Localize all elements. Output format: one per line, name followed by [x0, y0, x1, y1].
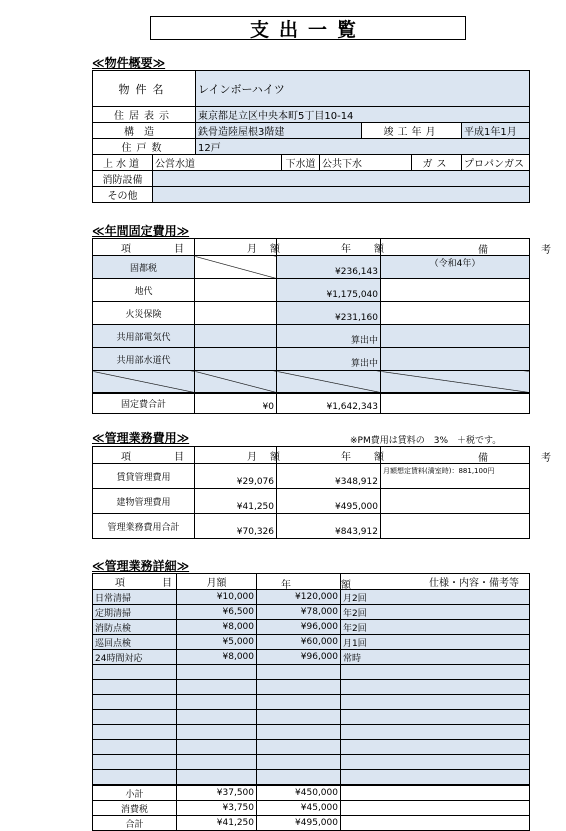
- detail-tax-monthly: ¥3,750: [177, 801, 257, 816]
- detail-row-annual: [257, 725, 341, 740]
- annual-header-yr: 年: [341, 243, 351, 255]
- detail-subtotal-annual: ¥450,000: [257, 785, 341, 801]
- detail-header-monthly: 月額: [177, 574, 257, 590]
- mgmt-header-gaku2: 額: [374, 451, 384, 463]
- detail-row-annual: ¥120,000: [257, 590, 341, 605]
- detail-row-monthly: ¥10,000: [177, 590, 257, 605]
- annual-row-annual: [277, 371, 381, 394]
- gas-value: プロパンガス: [462, 155, 530, 171]
- annual-header-month: 月: [247, 243, 257, 255]
- annual-row-note: [381, 371, 530, 394]
- property-name-value: レインボーハイツ: [196, 71, 530, 107]
- mgmt-header-gaku1: 額: [270, 451, 280, 463]
- mgmt-row-annual: ¥843,912: [277, 514, 381, 539]
- detail-subtotal-spec: [341, 785, 530, 801]
- detail-row-spec: [341, 665, 530, 680]
- mgmt-row-annual: ¥495,000: [277, 489, 381, 514]
- detail-row-monthly: [177, 755, 257, 770]
- detail-row-spec: 年2回: [341, 605, 530, 620]
- detail-row-monthly: [177, 740, 257, 755]
- detail-row-spec: 常時: [341, 650, 530, 665]
- mgmt-row-annual: ¥348,912: [277, 464, 381, 489]
- detail-total-annual: ¥495,000: [257, 816, 341, 831]
- detail-row-item: 定期清掃: [93, 605, 177, 620]
- detail-row-spec: [341, 755, 530, 770]
- annual-row-monthly: [195, 256, 277, 279]
- detail-row-monthly: ¥6,500: [177, 605, 257, 620]
- mgmt-header-item-b: 目: [174, 451, 184, 463]
- detail-subtotal-label: 小計: [93, 785, 177, 801]
- annual-header-item: [93, 239, 195, 256]
- completion-label: 竣工年月: [362, 123, 462, 139]
- detail-row-item: [93, 695, 177, 710]
- annual-row-annual: 算出中: [277, 325, 381, 348]
- page-title: 支出一覧: [150, 16, 466, 40]
- mgmt-row-item: 賃貸管理費用: [93, 464, 195, 489]
- annual-row-annual: ¥231,160: [277, 302, 381, 325]
- detail-row-annual: [257, 770, 341, 786]
- detail-row-spec: [341, 770, 530, 786]
- detail-row-spec: [341, 740, 530, 755]
- mgmt-row-monthly: ¥70,326: [195, 514, 277, 539]
- detail-row-annual: [257, 755, 341, 770]
- address-label: 住居表示: [93, 107, 196, 123]
- detail-header-yr: 年: [281, 580, 291, 591]
- mgmt-table: [92, 446, 551, 539]
- detail-section-title: ≪管理業務詳細≫: [92, 559, 190, 573]
- annual-section-title: ≪年間固定費用≫: [92, 224, 190, 238]
- annual-row-item: 固都税: [93, 256, 195, 279]
- annual-header-year: [277, 239, 384, 256]
- annual-row-note: [381, 279, 530, 302]
- detail-header-year: [257, 574, 351, 591]
- annual-header-item-b: 目: [174, 243, 184, 255]
- mgmt-row-note: [381, 489, 530, 514]
- mgmt-header-item-a: 項: [121, 451, 131, 463]
- detail-table: [92, 573, 530, 831]
- annual-header-note: [381, 239, 551, 256]
- detail-row-annual: ¥96,000: [257, 620, 341, 635]
- annual-total-note: [381, 393, 530, 414]
- annual-table: [92, 238, 551, 414]
- mgmt-header-ko: 考: [541, 453, 551, 464]
- detail-row-annual: [257, 740, 341, 755]
- detail-row-spec: 年2回: [341, 620, 530, 635]
- annual-header-ko: 考: [541, 245, 551, 256]
- detail-row-spec: [341, 695, 530, 710]
- annual-row-monthly: [195, 302, 277, 325]
- completion-value: 平成1年1月: [462, 123, 530, 139]
- mgmt-header-yr: 年: [341, 451, 351, 463]
- mgmt-row-monthly: ¥41,250: [195, 489, 277, 514]
- detail-subtotal-monthly: ¥37,500: [177, 785, 257, 801]
- detail-header-item: [93, 574, 177, 590]
- detail-header-spec: 仕様・内容・備考等: [341, 574, 530, 590]
- annual-row-item: 共用部電気代: [93, 325, 195, 348]
- mgmt-row-note: [381, 514, 530, 539]
- annual-row-note: [381, 348, 530, 371]
- annual-row-note: [381, 325, 530, 348]
- fire-value: [153, 171, 530, 187]
- mgmt-row-note: 月額想定賃料(満室時)：881,100円: [381, 464, 530, 489]
- detail-row-annual: [257, 710, 341, 725]
- detail-row-annual: [257, 695, 341, 710]
- annual-header-monthly: [195, 239, 280, 256]
- annual-row-annual: ¥1,175,040: [277, 279, 381, 302]
- detail-total-monthly: ¥41,250: [177, 816, 257, 831]
- mgmt-row-item: 建物管理費用: [93, 489, 195, 514]
- detail-row-monthly: [177, 695, 257, 710]
- detail-row-item: [93, 755, 177, 770]
- detail-row-item: [93, 740, 177, 755]
- units-label: 住戸数: [93, 139, 196, 155]
- detail-row-annual: ¥78,000: [257, 605, 341, 620]
- annual-total-monthly: ¥0: [195, 393, 277, 414]
- detail-tax-spec: [341, 801, 530, 816]
- annual-header-gaku1: 額: [270, 243, 280, 255]
- annual-row-monthly: [195, 279, 277, 302]
- annual-total-label: 固定費合計: [93, 393, 195, 414]
- detail-row-monthly: [177, 680, 257, 695]
- annual-total-annual: ¥1,642,343: [277, 393, 381, 414]
- fire-label: 消防設備: [93, 171, 153, 187]
- annual-row-note: （令和4年）: [381, 256, 530, 279]
- detail-row-item: [93, 710, 177, 725]
- structure-label: 構造: [93, 123, 196, 139]
- mgmt-header-year: [277, 447, 384, 464]
- water-value: 公営水道: [153, 155, 282, 171]
- annual-row-item: 火災保険: [93, 302, 195, 325]
- detail-row-spec: [341, 710, 530, 725]
- mgmt-pm-note: ※PM費用は賃料の 3% ＋税です。: [350, 436, 502, 446]
- detail-tax-annual: ¥45,000: [257, 801, 341, 816]
- detail-row-monthly: ¥5,000: [177, 635, 257, 650]
- annual-row-item: [93, 371, 195, 394]
- mgmt-header-item: [93, 447, 195, 464]
- detail-row-spec: [341, 725, 530, 740]
- detail-row-monthly: [177, 710, 257, 725]
- annual-row-monthly: [195, 348, 277, 371]
- mgmt-header-monthly: [195, 447, 280, 464]
- detail-row-item: 日常清掃: [93, 590, 177, 605]
- units-value: 12戸: [196, 139, 530, 155]
- detail-row-item: [93, 665, 177, 680]
- detail-row-item: 消防点検: [93, 620, 177, 635]
- annual-row-item: 地代: [93, 279, 195, 302]
- mgmt-row-monthly: ¥29,076: [195, 464, 277, 489]
- detail-row-spec: 月2回: [341, 590, 530, 605]
- sewer-value: 公共下水: [320, 155, 412, 171]
- detail-row-spec: [341, 680, 530, 695]
- detail-total-label: 合計: [93, 816, 177, 831]
- address-value: 東京都足立区中央本町5丁目10-14: [196, 107, 530, 123]
- annual-row-monthly: [195, 371, 277, 394]
- annual-header-item-a: 項: [121, 243, 131, 255]
- detail-total-spec: [341, 816, 530, 831]
- detail-header-item-b: 目: [162, 578, 172, 589]
- detail-row-annual: [257, 680, 341, 695]
- annual-row-monthly: [195, 325, 277, 348]
- property-name-label: 物件名: [93, 71, 196, 107]
- detail-row-spec: 月1回: [341, 635, 530, 650]
- detail-row-item: [93, 725, 177, 740]
- detail-tax-label: 消費税: [93, 801, 177, 816]
- annual-row-annual: ¥236,143: [277, 256, 381, 279]
- annual-row-annual: 算出中: [277, 348, 381, 371]
- water-label: 上水道: [93, 155, 153, 171]
- gas-label: ガス: [412, 155, 462, 171]
- detail-row-monthly: ¥8,000: [177, 650, 257, 665]
- structure-value: 鉄骨造陸屋根3階建: [196, 123, 362, 139]
- detail-row-item: [93, 770, 177, 786]
- detail-row-monthly: [177, 665, 257, 680]
- annual-row-item: 共用部水道代: [93, 348, 195, 371]
- detail-header-gaku: 額: [341, 580, 351, 591]
- other-label: その他: [93, 187, 153, 203]
- detail-row-monthly: ¥8,000: [177, 620, 257, 635]
- detail-header-item-a: 項: [115, 578, 125, 589]
- other-value: [153, 187, 530, 203]
- mgmt-header-bi: 備: [478, 453, 488, 464]
- detail-row-item: [93, 680, 177, 695]
- mgmt-section-title: ≪管理業務費用≫: [92, 431, 190, 445]
- mgmt-header-month: 月: [247, 451, 257, 463]
- property-section-title: ≪物件概要≫: [92, 56, 166, 70]
- property-table: [92, 70, 530, 203]
- detail-row-annual: ¥96,000: [257, 650, 341, 665]
- mgmt-header-note: [381, 447, 551, 464]
- annual-header-bi: 備: [478, 245, 488, 256]
- detail-row-monthly: [177, 770, 257, 786]
- detail-row-annual: ¥60,000: [257, 635, 341, 650]
- detail-row-annual: [257, 665, 341, 680]
- detail-row-item: 24時間対応: [93, 650, 177, 665]
- annual-header-gaku2: 額: [374, 243, 384, 255]
- annual-row-note: [381, 302, 530, 325]
- sewer-label: 下水道: [282, 155, 320, 171]
- mgmt-row-item: 管理業務費用合計: [93, 514, 195, 539]
- detail-row-item: 巡回点検: [93, 635, 177, 650]
- detail-row-monthly: [177, 725, 257, 740]
